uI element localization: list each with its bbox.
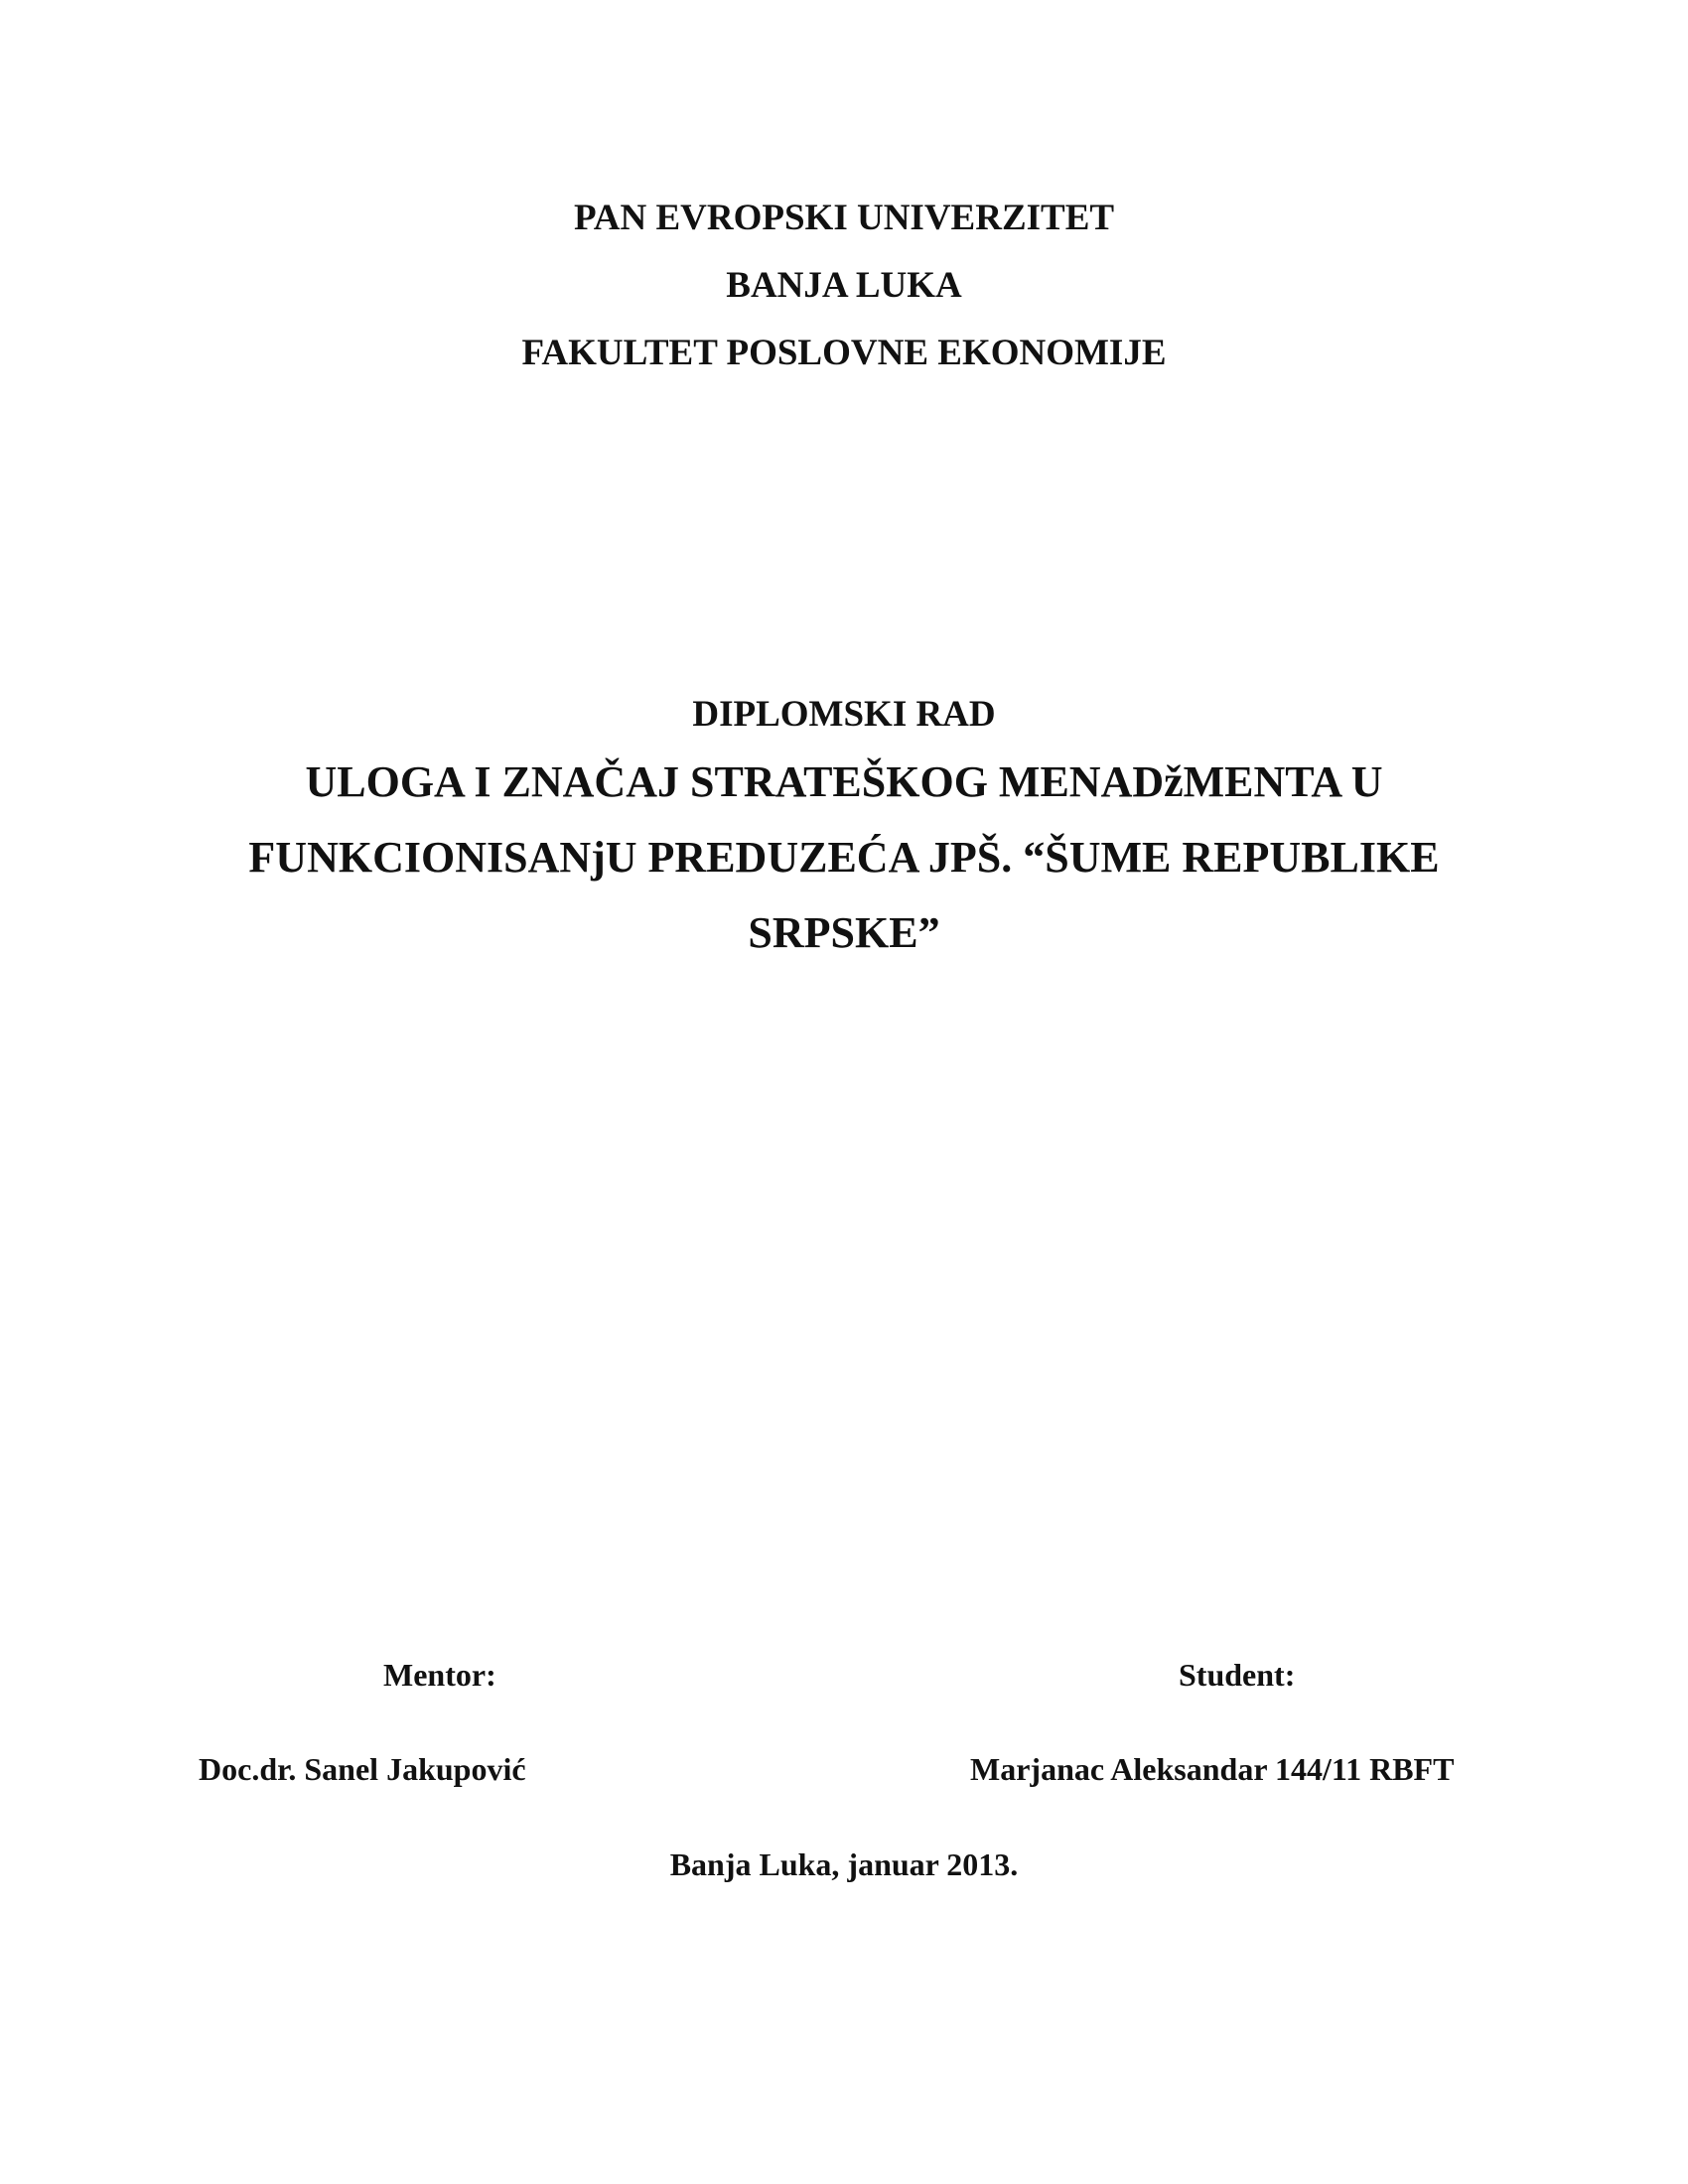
thesis-title-line-2: FUNKCIONISANjU PREDUZEĆA JPŠ. “ŠUME REPUBLIKE xyxy=(248,833,1440,882)
place-and-date: Banja Luka, januar 2013. xyxy=(669,1846,1019,1882)
thesis-type: DIPLOMSKI RAD xyxy=(692,694,996,735)
thesis-title-line-3: SRPSKE” xyxy=(748,908,940,957)
thesis-title-line-1: ULOGA I ZNAČAJ STRATEŠKOG MENADžMENTA U xyxy=(305,757,1383,806)
mentor-label: Mentor: xyxy=(383,1657,496,1693)
university-city: BANJA LUKA xyxy=(726,265,962,306)
university-name: PAN EVROPSKI UNIVERZITET xyxy=(573,198,1115,238)
student-name: Marjanac Aleksandar 144/11 RBFT xyxy=(970,1751,1455,1787)
faculty-name: FAKULTET POSLOVNE EKONOMIJE xyxy=(521,333,1167,373)
mentor-name: Doc.dr. Sanel Jakupović xyxy=(199,1751,526,1787)
student-label: Student: xyxy=(1179,1657,1296,1693)
